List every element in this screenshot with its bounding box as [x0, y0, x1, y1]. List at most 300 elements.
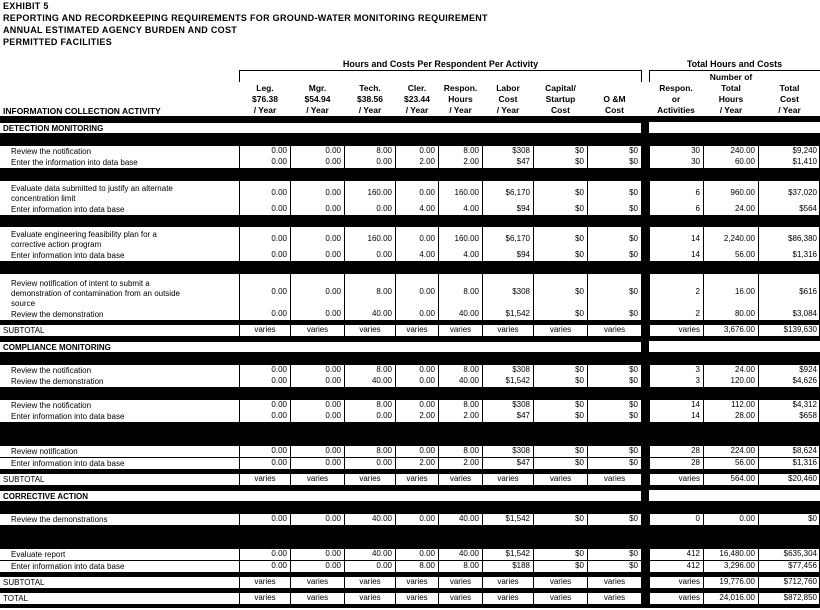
manager-hours: 0.00	[290, 227, 344, 250]
om-cost: $0	[587, 549, 641, 560]
respondent-count: 28	[649, 446, 703, 457]
labor-cost: $47	[482, 157, 533, 168]
activity-label	[0, 577, 239, 588]
activity-label	[0, 474, 239, 485]
activity-label-line: Enter information into data base	[11, 459, 125, 468]
manager-hours: 0.00	[290, 146, 344, 157]
manager-hours: varies	[290, 577, 344, 588]
activity-label	[0, 458, 239, 469]
technical-hours: 0.00	[344, 250, 395, 261]
om-cost: $0	[587, 250, 641, 261]
total-hours: 56.00	[703, 458, 758, 469]
clerical-hours: varies	[395, 577, 438, 588]
col-header-manager: Mgr. $54.94 / Year	[304, 83, 331, 115]
total-hours: 960.00	[703, 181, 758, 204]
activity-label	[0, 146, 239, 157]
clerical-hours: 0.00	[395, 181, 438, 204]
om-cost: $0	[587, 146, 641, 157]
total-hours: 24.00	[703, 365, 758, 376]
technical-hours: 0.00	[344, 411, 395, 422]
row-rule	[0, 387, 820, 388]
col-header-total-hours: Number of Total Hours / Year	[709, 72, 753, 115]
legal-hours: 0.00	[239, 376, 290, 387]
total-hours: 60.00	[703, 157, 758, 168]
section-spacer	[649, 122, 820, 133]
labor-cost: $94	[482, 250, 533, 261]
row-rule	[0, 469, 820, 470]
om-cost: varies	[587, 474, 641, 485]
total-cost: $20,460	[758, 474, 820, 485]
col-header-legal: Leg. $76.38 / Year	[252, 83, 278, 115]
total-cost: $635,304	[758, 549, 820, 560]
respondent-hours: 2.00	[438, 411, 482, 422]
activity-label-line: Review the demonstration	[11, 377, 104, 386]
section-corrective-action: CORRECTIVE ACTION	[0, 490, 641, 501]
clerical-hours: 0.00	[395, 274, 438, 309]
manager-hours: 0.00	[290, 309, 344, 320]
activity-label	[0, 411, 239, 422]
manager-hours: varies	[290, 474, 344, 485]
row-rule	[0, 604, 820, 605]
respondent-hours: 2.00	[438, 157, 482, 168]
om-cost: $0	[587, 365, 641, 376]
capital-cost: $0	[533, 411, 587, 422]
activity-label-line: Review the notification	[11, 401, 92, 410]
clerical-hours: varies	[395, 593, 438, 604]
total-hours: 19,776.00	[703, 577, 758, 588]
activity-label	[0, 593, 239, 604]
clerical-hours: 0.00	[395, 146, 438, 157]
manager-hours: 0.00	[290, 250, 344, 261]
capital-cost: varies	[533, 577, 587, 588]
row-rule	[0, 336, 820, 337]
col-header-total-cost: Total Cost / Year	[778, 83, 801, 115]
technical-hours: 40.00	[344, 376, 395, 387]
total-cost: $0	[758, 514, 820, 525]
capital-cost: $0	[533, 458, 587, 469]
activity-label	[0, 446, 239, 457]
manager-hours: 0.00	[290, 549, 344, 560]
activity-label-line: Evaluate report	[11, 550, 66, 559]
om-cost: $0	[587, 181, 641, 204]
activity-label	[0, 561, 239, 572]
section-spacer	[649, 341, 820, 352]
clerical-hours: 0.00	[395, 549, 438, 560]
capital-cost: $0	[533, 309, 587, 320]
group-header-tick	[649, 70, 650, 82]
om-cost: $0	[587, 458, 641, 469]
activity-label	[0, 274, 239, 309]
activity-label	[0, 400, 239, 411]
clerical-hours: 2.00	[395, 411, 438, 422]
manager-hours: 0.00	[290, 458, 344, 469]
total-cost: $924	[758, 365, 820, 376]
col-header-clerical: Cler. $23.44 / Year	[404, 83, 430, 115]
activity-label-line: SUBTOTAL	[3, 326, 45, 335]
respondent-hours: 40.00	[438, 376, 482, 387]
respondent-count: varies	[649, 325, 703, 336]
activity-label	[0, 157, 239, 168]
activity-label	[0, 227, 239, 250]
row-rule	[0, 320, 820, 321]
total-hours: 0.00	[703, 514, 758, 525]
row-rule	[0, 261, 820, 262]
activity-label	[0, 325, 239, 336]
total-hours: 120.00	[703, 376, 758, 387]
respondent-count: 14	[649, 250, 703, 261]
manager-hours: 0.00	[290, 365, 344, 376]
activity-label-line: TOTAL	[3, 594, 29, 603]
capital-cost: varies	[533, 593, 587, 604]
respondent-hours: 40.00	[438, 309, 482, 320]
respondent-hours: 2.00	[438, 458, 482, 469]
header-rule	[0, 116, 820, 117]
legal-hours: 0.00	[239, 458, 290, 469]
respondent-hours: varies	[438, 474, 482, 485]
respondent-hours: varies	[438, 325, 482, 336]
activity-label-line: Enter the information into data base	[11, 158, 138, 167]
section-spacer	[649, 490, 820, 501]
respondent-count: 30	[649, 146, 703, 157]
total-cost: $9,240	[758, 146, 820, 157]
activity-label-line: Enter information into data base	[11, 251, 125, 260]
respondent-count: 6	[649, 181, 703, 204]
respondent-count: 2	[649, 309, 703, 320]
respondent-hours: varies	[438, 593, 482, 604]
activity-label-line: Enter information into data base	[11, 205, 125, 214]
legal-hours: 0.00	[239, 227, 290, 250]
respondent-count: 14	[649, 227, 703, 250]
activity-label	[0, 204, 239, 215]
manager-hours: 0.00	[290, 204, 344, 215]
total-cost: $77,456	[758, 561, 820, 572]
total-cost: $712,760	[758, 577, 820, 588]
technical-hours: varies	[344, 577, 395, 588]
respondent-count: varies	[649, 577, 703, 588]
labor-cost: $308	[482, 446, 533, 457]
respondent-hours: 40.00	[438, 514, 482, 525]
legal-hours: 0.00	[239, 365, 290, 376]
total-cost: $1,316	[758, 250, 820, 261]
om-cost: $0	[587, 446, 641, 457]
respondent-hours: 4.00	[438, 204, 482, 215]
om-cost: $0	[587, 309, 641, 320]
respondent-count: varies	[649, 474, 703, 485]
manager-hours: 0.00	[290, 181, 344, 204]
respondent-hours: 4.00	[438, 250, 482, 261]
clerical-hours: 0.00	[395, 514, 438, 525]
technical-hours: varies	[344, 474, 395, 485]
activity-label-line: Evaluate engineering feasibility plan for a	[11, 230, 157, 239]
capital-cost: $0	[533, 181, 587, 204]
om-cost: $0	[587, 400, 641, 411]
total-hours: 2,240.00	[703, 227, 758, 250]
technical-hours: 160.00	[344, 181, 395, 204]
total-hours: 564.00	[703, 474, 758, 485]
group-header-totals: Total Hours and Costs	[686, 59, 783, 69]
col-header-respondents: Respon. or Activities	[657, 83, 695, 115]
labor-cost: $308	[482, 146, 533, 157]
manager-hours: 0.00	[290, 514, 344, 525]
labor-cost: $47	[482, 458, 533, 469]
capital-cost: $0	[533, 250, 587, 261]
respondent-hours: 8.00	[438, 365, 482, 376]
legal-hours: 0.00	[239, 514, 290, 525]
total-hours: 16.00	[703, 274, 758, 309]
manager-hours: 0.00	[290, 411, 344, 422]
capital-cost: $0	[533, 446, 587, 457]
total-cost: $8,624	[758, 446, 820, 457]
col-header-technical: Tech. $38.56 / Year	[357, 83, 383, 115]
om-cost: $0	[587, 376, 641, 387]
labor-cost: $1,542	[482, 309, 533, 320]
respondent-hours: 160.00	[438, 181, 482, 204]
manager-hours: 0.00	[290, 274, 344, 309]
legal-hours: 0.00	[239, 181, 290, 204]
activity-label-line: concentration limit	[11, 194, 76, 203]
respondent-hours: 8.00	[438, 446, 482, 457]
col-header-respondent-hours: Respon. Hours / Year	[443, 83, 478, 115]
row-rule	[0, 215, 820, 216]
activity-label-line: corrective action program	[11, 240, 102, 249]
capital-cost: $0	[533, 365, 587, 376]
activity-label	[0, 250, 239, 261]
legal-hours: varies	[239, 577, 290, 588]
activity-label-line: source	[11, 299, 36, 308]
respondent-count: 14	[649, 411, 703, 422]
total-cost: $872,850	[758, 593, 820, 604]
column-gap	[641, 118, 649, 608]
total-hours: 80.00	[703, 309, 758, 320]
capital-cost: varies	[533, 325, 587, 336]
clerical-hours: 4.00	[395, 250, 438, 261]
activity-label-line: Evaluate data submitted to justify an alternate	[11, 184, 173, 193]
capital-cost: $0	[533, 227, 587, 250]
legal-hours: 0.00	[239, 411, 290, 422]
labor-cost: $188	[482, 561, 533, 572]
technical-hours: 8.00	[344, 400, 395, 411]
report-title: REPORTING AND RECORDKEEPING REQUIREMENTS FOR GROUND-WATER MONITORING REQUIREMENT	[3, 13, 488, 23]
total-cost: $1,316	[758, 458, 820, 469]
technical-hours: varies	[344, 593, 395, 604]
om-cost: varies	[587, 593, 641, 604]
clerical-hours: 0.00	[395, 446, 438, 457]
capital-cost: $0	[533, 514, 587, 525]
col-header-capital-cost: Capital/ Startup Cost	[545, 83, 576, 115]
capital-cost: $0	[533, 549, 587, 560]
respondent-count: 412	[649, 549, 703, 560]
respondent-count: 2	[649, 274, 703, 309]
labor-cost: $1,542	[482, 514, 533, 525]
total-hours: 240.00	[703, 146, 758, 157]
labor-cost: varies	[482, 593, 533, 604]
labor-cost: $94	[482, 204, 533, 215]
legal-hours: 0.00	[239, 146, 290, 157]
labor-cost: varies	[482, 325, 533, 336]
technical-hours: 40.00	[344, 549, 395, 560]
technical-hours: 0.00	[344, 561, 395, 572]
col-header-om-cost: O &M Cost	[603, 94, 626, 115]
om-cost: $0	[587, 411, 641, 422]
section-detection-monitoring: DETECTION MONITORING	[0, 122, 641, 133]
labor-cost: varies	[482, 474, 533, 485]
legal-hours: 0.00	[239, 309, 290, 320]
section-compliance-monitoring: COMPLIANCE MONITORING	[0, 341, 641, 352]
clerical-hours: 0.00	[395, 365, 438, 376]
manager-hours: 0.00	[290, 446, 344, 457]
technical-hours: 8.00	[344, 146, 395, 157]
report-scope: PERMITTED FACILITIES	[3, 37, 113, 47]
total-cost: $4,626	[758, 376, 820, 387]
om-cost: $0	[587, 204, 641, 215]
technical-hours: 160.00	[344, 227, 395, 250]
technical-hours: 40.00	[344, 514, 395, 525]
report-subtitle: ANNUAL ESTIMATED AGENCY BURDEN AND COST	[3, 25, 238, 35]
manager-hours: 0.00	[290, 561, 344, 572]
group-header-tick	[239, 70, 240, 82]
activity-label-line: SUBTOTAL	[3, 475, 45, 484]
om-cost: varies	[587, 325, 641, 336]
labor-cost: $308	[482, 365, 533, 376]
activity-label	[0, 365, 239, 376]
respondent-count: 28	[649, 458, 703, 469]
respondent-count: 0	[649, 514, 703, 525]
activity-label-line: Enter information into data base	[11, 562, 125, 571]
activity-label-line: Review the demonstration	[11, 310, 104, 319]
total-cost: $37,020	[758, 181, 820, 204]
activity-label	[0, 309, 239, 320]
row-rule	[0, 525, 820, 526]
respondent-hours: 40.00	[438, 549, 482, 560]
activity-label	[0, 181, 239, 204]
respondent-count: 14	[649, 400, 703, 411]
legal-hours: 0.00	[239, 157, 290, 168]
technical-hours: varies	[344, 325, 395, 336]
manager-hours: varies	[290, 593, 344, 604]
total-cost: $658	[758, 411, 820, 422]
om-cost: varies	[587, 577, 641, 588]
capital-cost: $0	[533, 561, 587, 572]
total-cost: $3,084	[758, 309, 820, 320]
activity-label-line: Review notification of intent to submit a	[11, 279, 150, 288]
capital-cost: $0	[533, 157, 587, 168]
capital-cost: $0	[533, 204, 587, 215]
respondent-hours: 8.00	[438, 561, 482, 572]
total-hours: 16,480.00	[703, 549, 758, 560]
row-rule	[0, 168, 820, 169]
total-cost: $86,380	[758, 227, 820, 250]
legal-hours: 0.00	[239, 250, 290, 261]
total-cost: $616	[758, 274, 820, 309]
clerical-hours: 2.00	[395, 458, 438, 469]
total-hours: 3,676.00	[703, 325, 758, 336]
om-cost: $0	[587, 561, 641, 572]
om-cost: $0	[587, 227, 641, 250]
total-hours: 112.00	[703, 400, 758, 411]
activity-label	[0, 549, 239, 560]
clerical-hours: 0.00	[395, 227, 438, 250]
labor-cost: $6,170	[482, 227, 533, 250]
clerical-hours: 8.00	[395, 561, 438, 572]
technical-hours: 0.00	[344, 458, 395, 469]
clerical-hours: 0.00	[395, 309, 438, 320]
group-header-hours-costs: Hours and Costs Per Respondent Per Activity	[342, 59, 539, 69]
row-rule	[0, 422, 820, 423]
legal-hours: 0.00	[239, 400, 290, 411]
col-header-labor-cost: Labor Cost / Year	[496, 83, 520, 115]
respondent-hours: 8.00	[438, 274, 482, 309]
technical-hours: 8.00	[344, 274, 395, 309]
respondent-count: varies	[649, 593, 703, 604]
legal-hours: 0.00	[239, 204, 290, 215]
clerical-hours: 0.00	[395, 400, 438, 411]
technical-hours: 40.00	[344, 309, 395, 320]
respondent-count: 3	[649, 365, 703, 376]
total-cost: $564	[758, 204, 820, 215]
activity-column-header: INFORMATION COLLECTION ACTIVITY	[3, 106, 161, 116]
activity-label-line: Enter information into data base	[11, 412, 125, 421]
legal-hours: 0.00	[239, 274, 290, 309]
activity-label	[0, 514, 239, 525]
respondent-hours: varies	[438, 577, 482, 588]
om-cost: $0	[587, 514, 641, 525]
row-rule	[0, 572, 820, 573]
manager-hours: 0.00	[290, 157, 344, 168]
manager-hours: 0.00	[290, 376, 344, 387]
labor-cost: $47	[482, 411, 533, 422]
total-hours: 224.00	[703, 446, 758, 457]
clerical-hours: varies	[395, 325, 438, 336]
clerical-hours: 0.00	[395, 376, 438, 387]
group-header-rule	[649, 70, 820, 71]
legal-hours: 0.00	[239, 549, 290, 560]
legal-hours: 0.00	[239, 446, 290, 457]
clerical-hours: varies	[395, 474, 438, 485]
activity-label-line: demonstration of contamination from an outside	[11, 289, 180, 298]
capital-cost: varies	[533, 474, 587, 485]
technical-hours: 8.00	[344, 446, 395, 457]
total-cost: $4,312	[758, 400, 820, 411]
labor-cost: $6,170	[482, 181, 533, 204]
technical-hours: 8.00	[344, 365, 395, 376]
group-header-tick	[641, 70, 642, 82]
respondent-count: 412	[649, 561, 703, 572]
capital-cost: $0	[533, 376, 587, 387]
activity-label-line: Review the notification	[11, 147, 92, 156]
clerical-hours: 2.00	[395, 157, 438, 168]
capital-cost: $0	[533, 146, 587, 157]
respondent-hours: 160.00	[438, 227, 482, 250]
respondent-count: 30	[649, 157, 703, 168]
respondent-count: 3	[649, 376, 703, 387]
technical-hours: 0.00	[344, 157, 395, 168]
technical-hours: 0.00	[344, 204, 395, 215]
total-cost: $1,410	[758, 157, 820, 168]
total-hours: 24,016.00	[703, 593, 758, 604]
activity-label-line: SUBTOTAL	[3, 578, 45, 587]
manager-hours: varies	[290, 325, 344, 336]
labor-cost: varies	[482, 577, 533, 588]
group-header-rule	[239, 70, 642, 71]
respondent-count: 6	[649, 204, 703, 215]
respondent-hours: 8.00	[438, 400, 482, 411]
legal-hours: 0.00	[239, 561, 290, 572]
respondent-hours: 8.00	[438, 146, 482, 157]
legal-hours: varies	[239, 474, 290, 485]
exhibit-number: EXHIBIT 5	[3, 1, 49, 11]
capital-cost: $0	[533, 274, 587, 309]
labor-cost: $308	[482, 274, 533, 309]
